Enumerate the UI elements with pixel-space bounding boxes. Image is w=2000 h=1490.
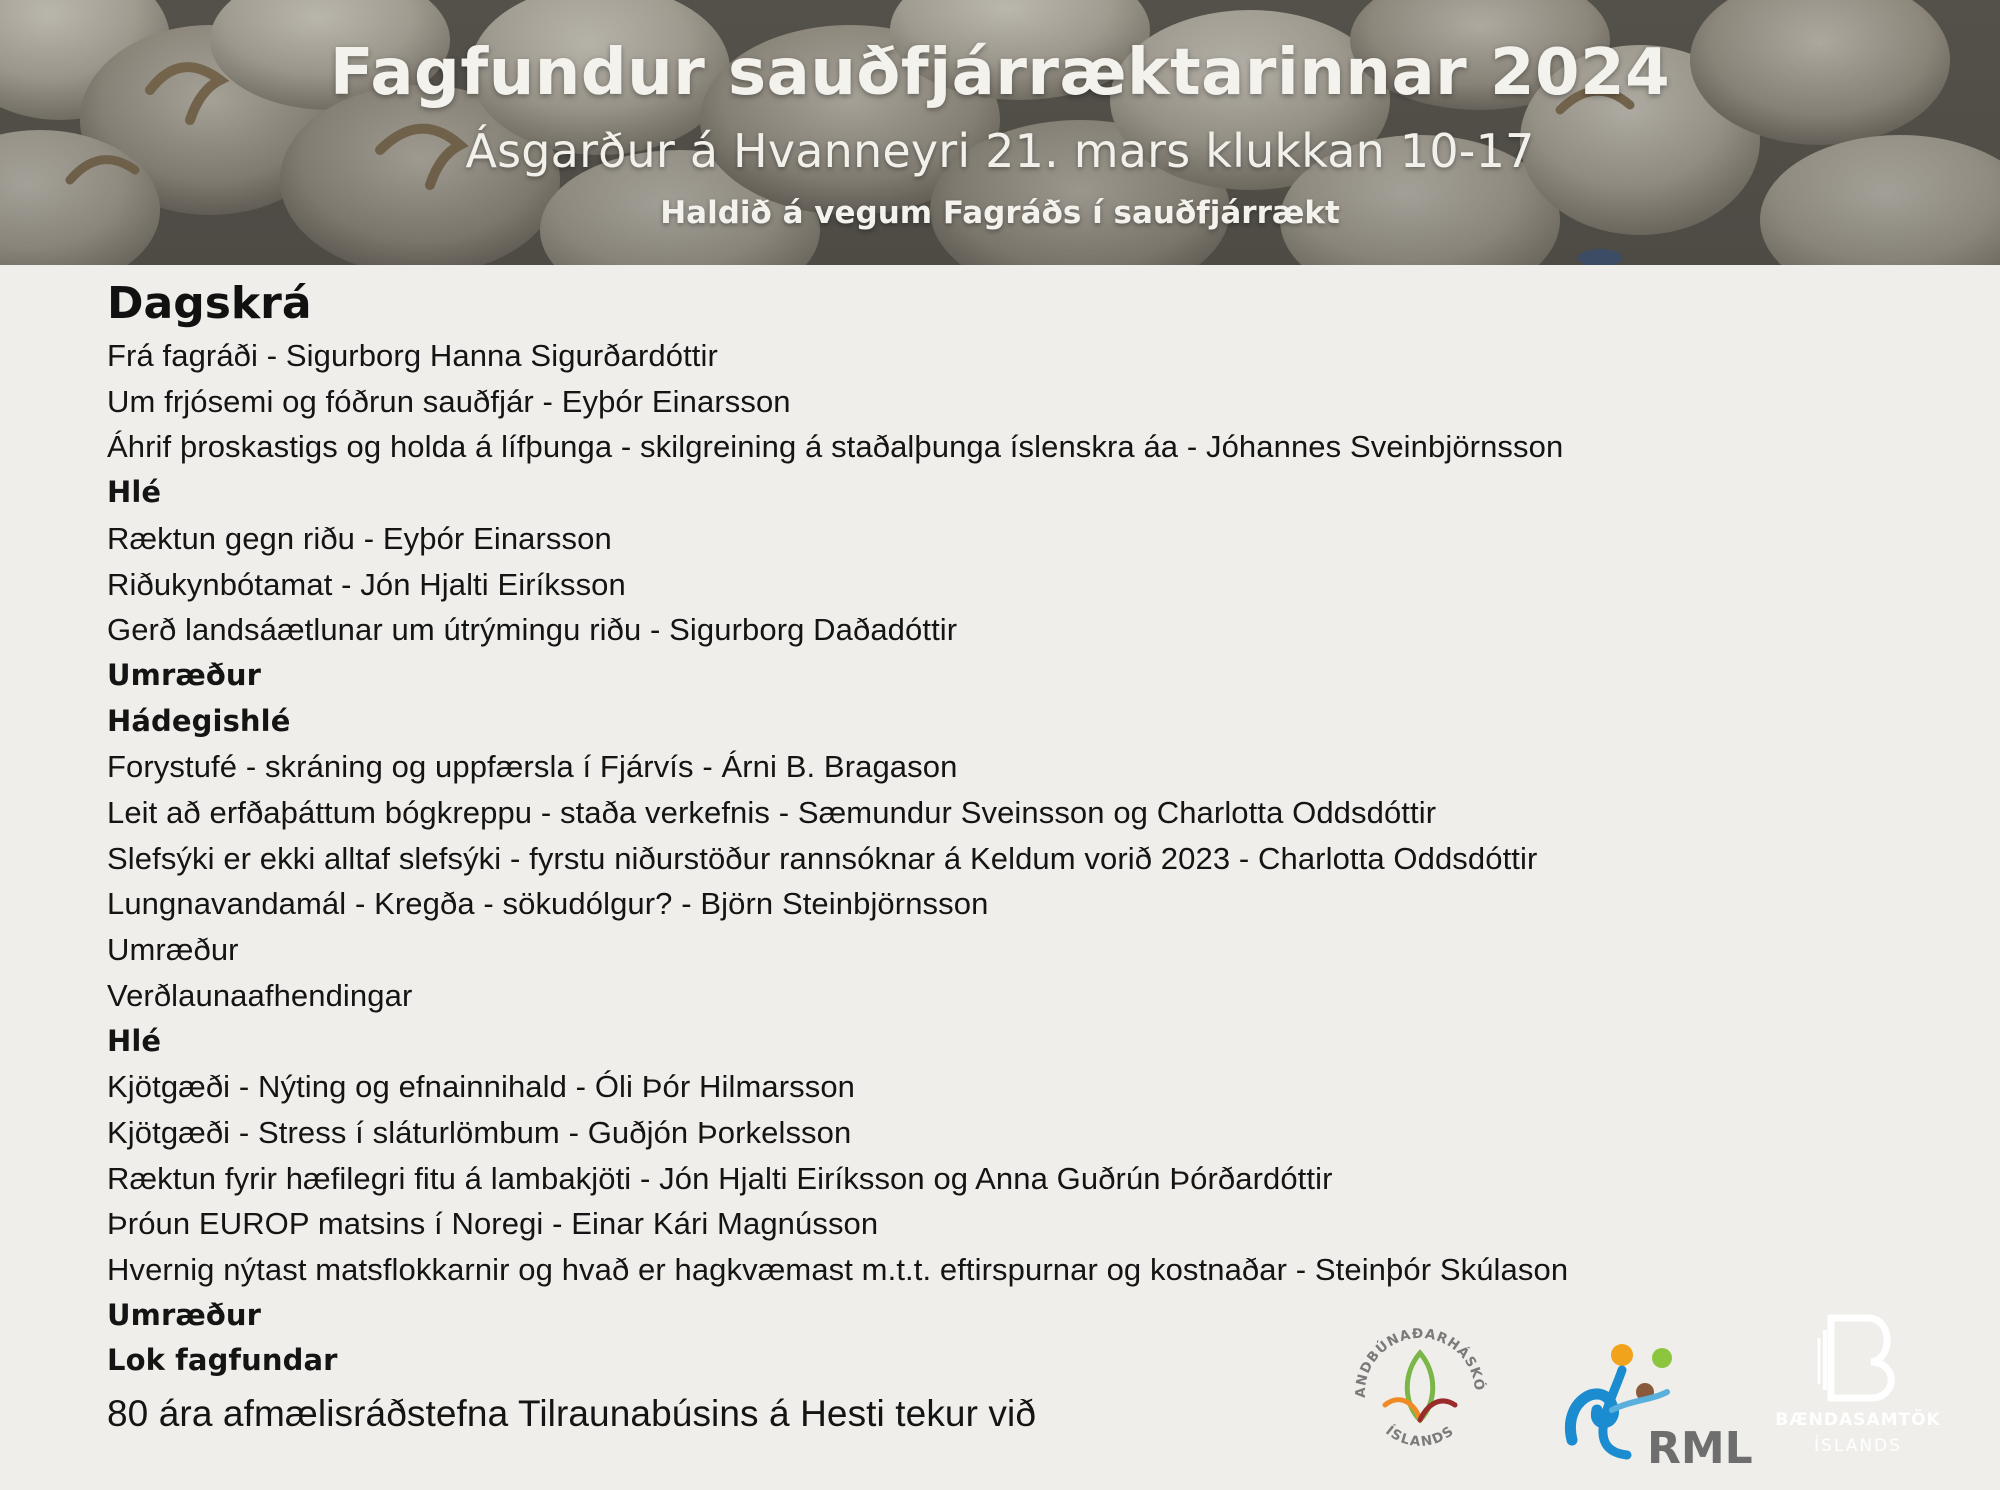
- event-title: Fagfundur sauðfjárræktarinnar 2024: [329, 36, 1671, 110]
- agenda-section-label: Umræður: [107, 657, 262, 692]
- agenda-section-label: Lok fagfundar: [107, 1343, 338, 1378]
- agenda-item: Verðlaunaafhendingar: [107, 977, 413, 1013]
- agenda-item: Frá fagráði - Sigurborg Hanna Sigurðardóttir: [107, 338, 718, 373]
- agenda-item: Umræður: [107, 932, 239, 968]
- agenda-item: Ræktun fyrir hæfilegri fitu á lambakjöti - Jón Hjalti Eiríksson og Anna Guðrún Þórðardóttir: [107, 1160, 1333, 1196]
- agenda-item: Þróun EUROP matsins í Noregi - Einar Kári Magnússon: [107, 1206, 879, 1242]
- agenda-list: [107, 333, 1907, 1444]
- lbhi-logo: [1345, 1315, 1495, 1465]
- agenda-section-label: Hádegishlé: [107, 703, 291, 738]
- agenda-item: Áhrif þroskastigs og holda á lífþunga - skilgreining á staðalþunga íslenskra áa - Jóhannes Sveinbjörnsson: [107, 429, 1564, 465]
- rml-logo-text: RML: [1647, 1423, 1753, 1474]
- agenda-closing-note: 80 ára afmælisráðstefna Tilraunabúsins á Hesti tekur við: [107, 1393, 1036, 1435]
- agenda-item: Hvernig nýtast matsflokkarnir og hvað er hagkvæmast m.t.t. eftirspurnar og kostnaðar - Steinþór Skúlason: [107, 1252, 1569, 1288]
- event-location-date: Ásgarður á Hvanneyri 21. mars klukkan 10-17: [465, 124, 1535, 178]
- event-host: Haldið á vegum Fagráðs í sauðfjárrækt: [660, 195, 1340, 231]
- agenda-item: Riðukynbótamat - Jón Hjalti Eiríksson: [107, 566, 626, 602]
- agenda-heading: Dagskrá: [107, 278, 312, 329]
- sponsor-logos: [1345, 1305, 1955, 1480]
- agenda-item: Lungnavandamál - Kregða - sökudólgur? - Björn Steinbjörnsson: [107, 886, 989, 922]
- agenda-item: Kjötgæði - Nýting og efnainnihald - Óli Þór Hilmarsson: [107, 1069, 856, 1105]
- agenda-item: Um frjósemi og fóðrun sauðfjár - Eyþór Einarsson: [107, 383, 791, 419]
- lbhi-logo-top-text: ANDBÚNAÐARHÁSKÓ: [1352, 1325, 1488, 1398]
- agenda-item: Slefsýki er ekki alltaf slefsýki - fyrstu niðurstöður rannsóknar á Keldum vorið 2023 - Charlotta Oddsdóttir: [107, 840, 1538, 876]
- agenda-item: Forystufé - skráning og uppfærsla í Fjárvís - Árni B. Bragason: [107, 749, 958, 785]
- agenda-item: Leit að erfðaþáttum bógkreppu - staða verkefnis - Sæmundur Sveinsson og Charlotta Oddsdóttir: [107, 795, 1437, 831]
- bi-logo-line2: ÍSLANDS: [1814, 1436, 1902, 1456]
- agenda-section-label: Hlé: [107, 475, 162, 510]
- agenda-item: Gerð landsáætlunar um útrýmingu riðu - Sigurborg Daðadóttir: [107, 612, 958, 648]
- bi-logo-line1: BÆNDASAMTÖK: [1775, 1410, 1941, 1430]
- lbhi-logo-bottom-text: ÍSLANDS: [1382, 1422, 1458, 1451]
- svg-text:ÍSLANDS: [1382, 1422, 1457, 1450]
- agenda-item: Kjötgæði - Stress í sláturlömbum - Guðjón Þorkelsson: [107, 1114, 852, 1150]
- agenda: [107, 275, 1907, 1444]
- agenda-item: Ræktun gegn riðu - Eyþór Einarsson: [107, 520, 612, 556]
- bi-logo: [1763, 1310, 1953, 1470]
- rml-logo: [1552, 1330, 1753, 1474]
- header-banner: [0, 0, 2000, 265]
- agenda-section-label: Umræður: [107, 1297, 262, 1332]
- agenda-section-label: Hlé: [107, 1023, 162, 1058]
